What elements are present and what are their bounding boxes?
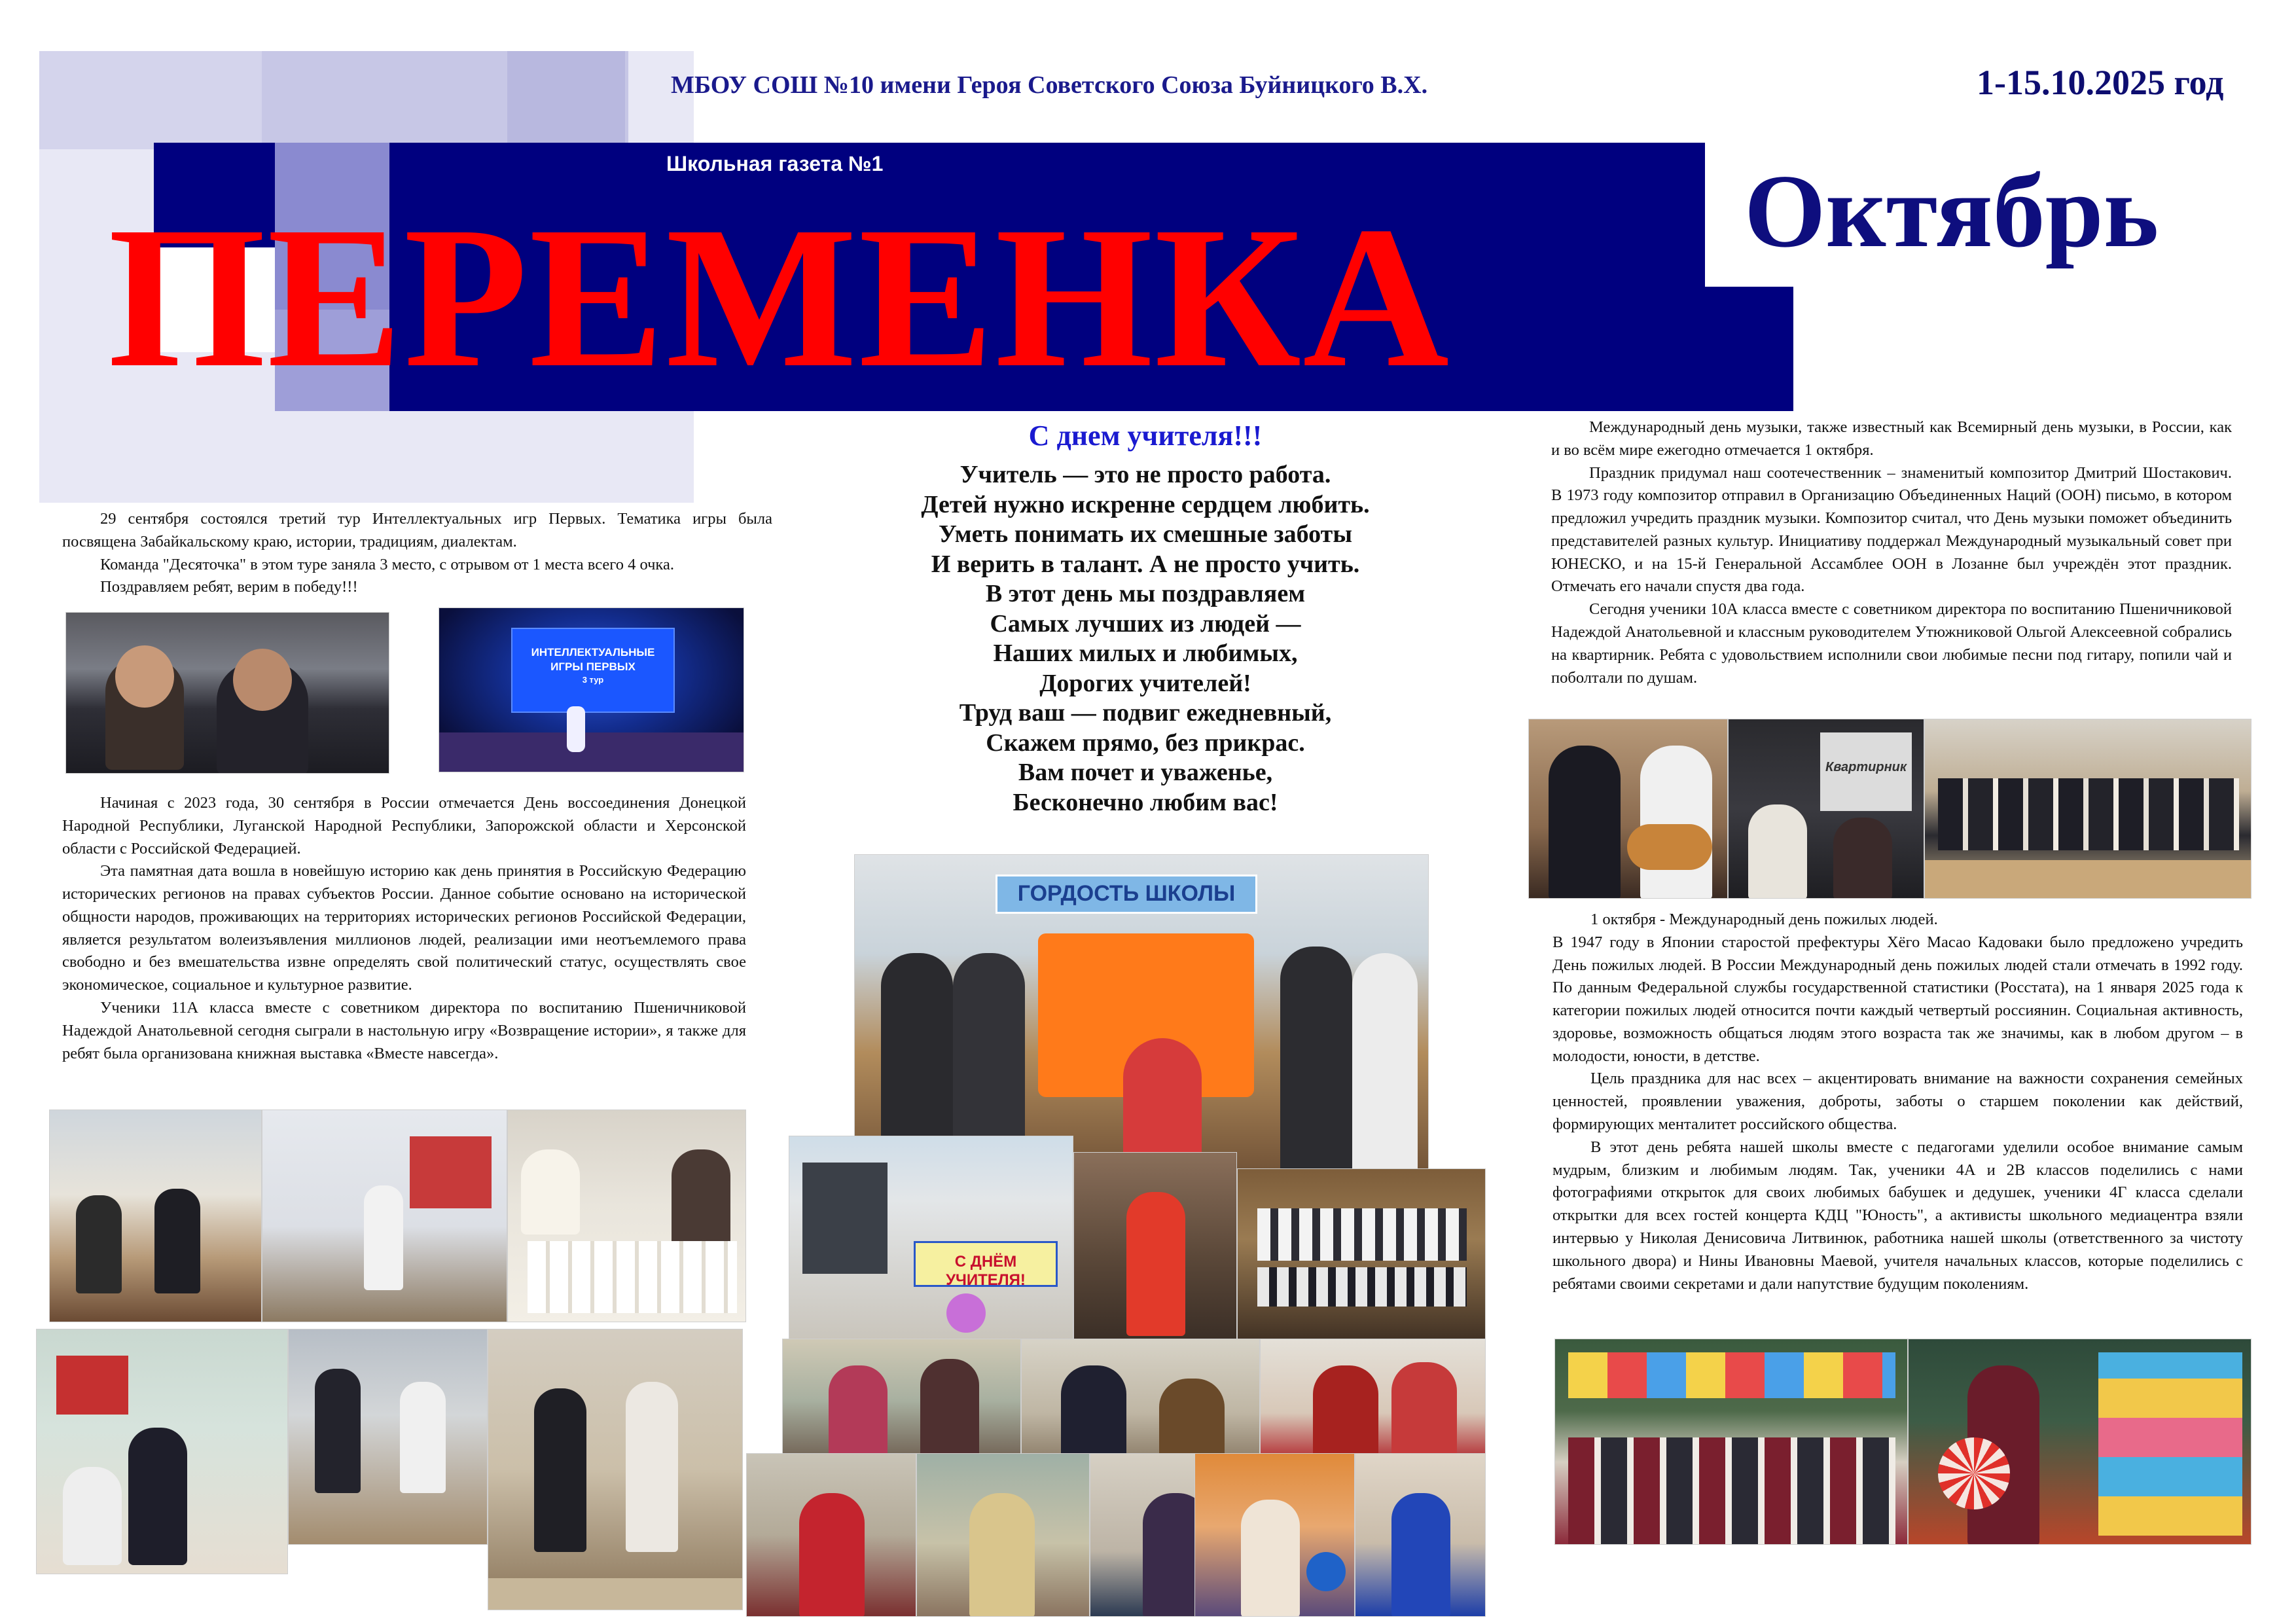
photo-teacher-portrait-5: [916, 1453, 1090, 1617]
poem-line: Дорогих учителей!: [1039, 669, 1251, 697]
paragraph: 1 октября - Международный день пожилых людей.: [1590, 911, 1938, 928]
paragraph: Международный день музыки, также известный как Всемирный день музыки, в России, как и во всём мире ежегодно отмечается 1 октября.: [1551, 418, 2232, 459]
poem-line: Учитель — это не просто работа.: [960, 461, 1331, 488]
poem-line: Самых лучших из людей —: [990, 609, 1301, 638]
kvartirnik-sign: Квартирник: [1825, 760, 1907, 774]
poem-line: Наших милых и любимых,: [993, 640, 1298, 667]
paragraph: Цель праздника для нас всех – акцентировать внимание на важности сохранения семейных ценностей, проявлении уважения, доброты, заботы о старшем поколении как действий, формирующих менталитет российского общества.: [1552, 1070, 2243, 1134]
school-name: МБОУ СОШ №10 имени Героя Советского Союза Буйницкого В.Х.: [671, 71, 1428, 99]
photo-teachers-red-dress: [1073, 1152, 1237, 1342]
banner-text: ГОРДОСТЬ ШКОЛЫ: [1017, 881, 1236, 906]
photo-class-lesson-2: [288, 1329, 488, 1545]
teachers-day-poem: [851, 460, 1440, 818]
photo-girl-with-postcard: [1908, 1339, 2251, 1545]
photo-stage-screen: [439, 607, 744, 772]
poem-line: Вам почет и уваженье,: [1018, 759, 1273, 786]
paragraph: Поздравляем ребят, верим в победу!!!: [100, 578, 358, 596]
poem-line: Скажем прямо, без прикрас.: [986, 729, 1305, 757]
photo-teacher-portrait-8: [1355, 1453, 1486, 1617]
poem-title: С днем учителя!!!: [1028, 420, 1263, 452]
photo-school-building: [789, 1136, 1073, 1352]
poem-line: Труд ваш — подвиг ежедневный,: [959, 699, 1332, 727]
newspaper-title: ПЕРЕМЕНКА: [108, 185, 1451, 410]
poem-line: И верить в талант. А не просто учить.: [931, 550, 1360, 578]
paragraph: В 1947 году в Японии старостой префектуры Хёго Масао Кадоваки было предложено учредить День пожилых людей. В России Международный день пожилых людей стали отмечать в 1992 году. По данным Федеральной службы государственной статистики (Росстата), на 1 января 2025 года к категории пожилых людей относится почти каждый четвертый россиянин. Социальная активность, здоровье, возможность общаться людям этого возраста так же значимы, как в любом другом – в молодости, юности, в детстве.: [1552, 933, 2243, 1065]
photo-class-presentation: [262, 1110, 507, 1322]
poem-line: В этот день мы поздравляем: [985, 580, 1306, 607]
photo-class-lesson-1: [36, 1329, 288, 1574]
newspaper-subtitle: Школьная газета №1: [666, 152, 884, 175]
paragraph: В этот день ребята нашей школы вместе с педагогами уделили особое внимание самым мудрым, близким и любимым людям. Так, ученики 4А и 2В классов поделились с нами фотографиями открыток для своих любимых бабушек и дедушек, ученики 4Г класса сделали открытки для всех гостей концерта КДЦ "Юность", а активисты школьного медиацентра взяли интервью у Николая Денисовича Литвинюк, работника нашей школы (ответственного за чистоту школьного двора) и Нины Ивановны Маевой, учителя начальных классов, которые поделились с ребятами своими секретами и дали напутствие будущим поколениям.: [1552, 1138, 2243, 1293]
paragraph: Ученики 11А класса вместе с советником директора по воспитанию Пшеничниковой Надеждой Анатольевной сегодня сыграли в настольную игру «Возвращение истории», я также для ребят была организована книжная выставка «Вместе навсегда».: [62, 999, 746, 1062]
photo-class-cards-table: [507, 1110, 746, 1322]
photo-teacher-portrait-4: [746, 1453, 916, 1617]
photo-kvartirnik-guitar: [1528, 719, 1728, 899]
elderly-day-article: [1552, 909, 2243, 1295]
paragraph: Начиная с 2023 года, 30 сентября в России отмечается День воссоединения Донецкой Народной Республики, Луганской Народной Республики, Запорожской области и Херсонской области с Российской Федерацией.: [62, 794, 746, 857]
photo-teacher-portrait-3: [1260, 1339, 1486, 1463]
header-decor-block-c: [507, 51, 625, 149]
screen-text-line3: 3 тур: [582, 675, 604, 685]
music-day-article: [1551, 416, 2232, 689]
photo-class-boardgame-1: [49, 1110, 262, 1322]
poem-line: Бесконечно любим вас!: [1013, 788, 1278, 816]
photo-students-postcards: [1554, 1339, 1908, 1545]
screen-text-line1: ИНТЕЛЛЕКТУАЛЬНЫЕ: [531, 646, 655, 659]
intellect-games-article: [62, 508, 772, 599]
photo-class-lesson-3: [488, 1329, 743, 1610]
paragraph: Сегодня ученики 10А класса вместе с советником директора по воспитанию Пшеничниковой Надеждой Анатольевной и классным руководителем Утюжниковой Ольгой Алексеевной собрались на квартирник. Ребята с удовольствием исполнили свои любимые песни под гитару, попили чай и поболтали по душам.: [1551, 600, 2232, 687]
poster-text: С ДНЁМ УЧИТЕЛЯ!: [946, 1253, 1026, 1289]
poem-line: Детей нужно искренне сердцем любить.: [921, 490, 1370, 518]
photo-teacher-portrait-2: [1021, 1339, 1260, 1463]
issue-date: 1-15.10.2025 год: [1977, 63, 2224, 102]
screen-text-line2: ИГРЫ ПЕРВЫХ: [550, 660, 636, 673]
issue-month: Октябрь: [1744, 153, 2159, 269]
photo-kvartirnik-girls: [1728, 719, 1924, 899]
photo-teacher-portrait-7: [1194, 1453, 1355, 1617]
reunification-day-article: [62, 792, 746, 1065]
paragraph: Праздник придумал наш соотечественник – знаменитый композитор Дмитрий Шостакович. В 1973 году композитор отправил в Организацию Объединенных Наций (ООН) письмо, в котором предложил учредить праздник музыки. Композитор считал, что День музыки поможет объединить представителей разных культур. Инициативу поддержал Международный музыкальный совет при ЮНЕСКО, и на 15-й Генеральной Ассамблее ООН в Лозанне был учреждён этот праздник. Отмечать его начали спустя два года.: [1551, 463, 2232, 596]
photo-teacher-portrait-1: [782, 1339, 1021, 1463]
photo-choir-stage: [1237, 1168, 1486, 1345]
photo-kvartirnik-class: [1924, 719, 2251, 899]
paragraph: Команда "Десяточка" в этом туре заняла 3 место, с отрывом от 1 места всего 4 очка.: [100, 555, 674, 573]
poem-line: Уметь понимать их смешные заботы: [939, 520, 1352, 548]
photo-students-auditorium: [65, 612, 389, 774]
paragraph: 29 сентября состоялся третий тур Интеллектуальных игр Первых. Тематика игры была посвящена Забайкальскому краю, истории, традициям, диалектам.: [62, 510, 772, 550]
paragraph: Эта памятная дата вошла в новейшую историю как день принятия в Российскую Федерацию исторических регионов на правах субъектов России. Данное событие основано на исторической общности народов, проживающих на территориях исторических регионов Российской Федерации, является результатом волеизъявления миллионов людей, реализации ими неотъемлемого права свободно и без вмешательства извне определять свой политический статус, осуществлять свое экономическое, социальное и культурное развитие.: [62, 862, 746, 994]
